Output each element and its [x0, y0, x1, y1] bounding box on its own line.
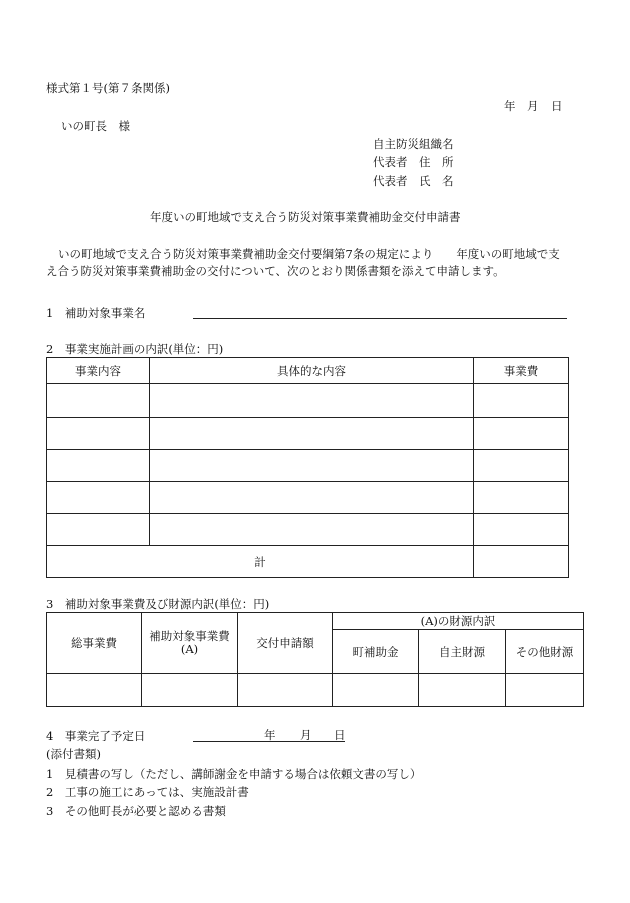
funding-header-request: 交付申請額	[238, 613, 333, 674]
plan-cell[interactable]	[474, 514, 569, 546]
table-row	[47, 514, 569, 546]
funding-cell-total[interactable]	[47, 674, 142, 707]
completion-day-label: 日	[334, 728, 346, 742]
plan-cell[interactable]	[150, 482, 474, 514]
funding-cell-other-funds[interactable]	[506, 674, 584, 707]
plan-total-label: 計	[47, 546, 474, 578]
form-number: 様式第１号(第７条関係)	[46, 81, 170, 95]
project-name-field[interactable]	[193, 318, 567, 319]
funding-table	[46, 612, 584, 707]
completion-month-label: 月	[300, 728, 312, 742]
attachment-item-1: 1 見積書の写し（ただし、講師謝金を申請する場合は依頼文書の写し）	[46, 767, 422, 781]
completion-year-label: 年	[264, 728, 276, 742]
funding-header-own-funds: 自主財源	[419, 630, 506, 674]
intro-paragraph	[46, 246, 576, 280]
attachment-item-3: 3 その他町長が必要と認める書類	[46, 804, 226, 818]
plan-header-detail: 具体的な内容	[150, 358, 474, 384]
plan-cell[interactable]	[474, 450, 569, 482]
plan-total-value[interactable]	[474, 546, 569, 578]
plan-cell[interactable]	[47, 482, 150, 514]
plan-cell[interactable]	[47, 450, 150, 482]
plan-cell[interactable]	[150, 514, 474, 546]
plan-breakdown-table	[46, 357, 569, 578]
funding-cell-eligible[interactable]	[142, 674, 238, 707]
plan-header-cost: 事業費	[474, 358, 569, 384]
plan-cell[interactable]	[474, 384, 569, 418]
attachments-heading: (添付書類)	[46, 747, 101, 761]
table-row	[47, 482, 569, 514]
table-row	[47, 418, 569, 450]
section2-label: 2 事業実施計画の内訳(単位：円)	[46, 342, 224, 356]
section4-label: 4 事業完了予定日	[46, 729, 146, 743]
intro-line-1: いの町地域で支え合う防災対策事業費補助金交付要綱第7条の規定により 年度いの町地域で支	[58, 247, 560, 261]
section3-label: 3 補助対象事業費及び財源内訳(単位：円)	[46, 597, 270, 611]
funding-header-eligible: 補助対象事業費 (A)	[142, 613, 238, 674]
funding-source-header: (A)の財源内訳	[333, 613, 584, 630]
table-row	[47, 674, 584, 707]
plan-cell[interactable]	[47, 418, 150, 450]
plan-cell[interactable]	[47, 514, 150, 546]
funding-cell-own-funds[interactable]	[419, 674, 506, 707]
applicant-name-label: 代表者 氏 名	[373, 174, 454, 188]
table-row	[47, 450, 569, 482]
funding-header-total: 総事業費	[47, 613, 142, 674]
plan-cell[interactable]	[150, 384, 474, 418]
funding-cell-town-subsidy[interactable]	[333, 674, 419, 707]
plan-header-content: 事業内容	[47, 358, 150, 384]
funding-header-town-subsidy: 町補助金	[333, 630, 419, 674]
plan-cell[interactable]	[150, 450, 474, 482]
intro-line-2: え合う防災対策事業費補助金の交付について、次のとおり関係書類を添えて申請します。	[46, 264, 505, 278]
funding-cell-request[interactable]	[238, 674, 333, 707]
plan-cell[interactable]	[150, 418, 474, 450]
plan-cell[interactable]	[474, 482, 569, 514]
plan-cell[interactable]	[47, 384, 150, 418]
applicant-address-label: 代表者 住 所	[373, 155, 454, 169]
attachment-item-2: 2 工事の施工にあっては、実施設計書	[46, 785, 249, 799]
table-row	[47, 384, 569, 418]
funding-header-other-funds: その他財源	[506, 630, 584, 674]
addressee: いの町長 様	[61, 119, 130, 133]
plan-cell[interactable]	[474, 418, 569, 450]
date-month-label: 月	[527, 99, 539, 113]
applicant-org-label: 自主防災組織名	[373, 137, 454, 151]
date-day-label: 日	[551, 99, 563, 113]
date-year-label: 年	[504, 99, 516, 113]
page-title: 年度いの町地域で支え合う防災対策事業費補助金交付申請書	[150, 210, 461, 224]
section1-label: 1 補助対象事業名	[46, 306, 146, 320]
